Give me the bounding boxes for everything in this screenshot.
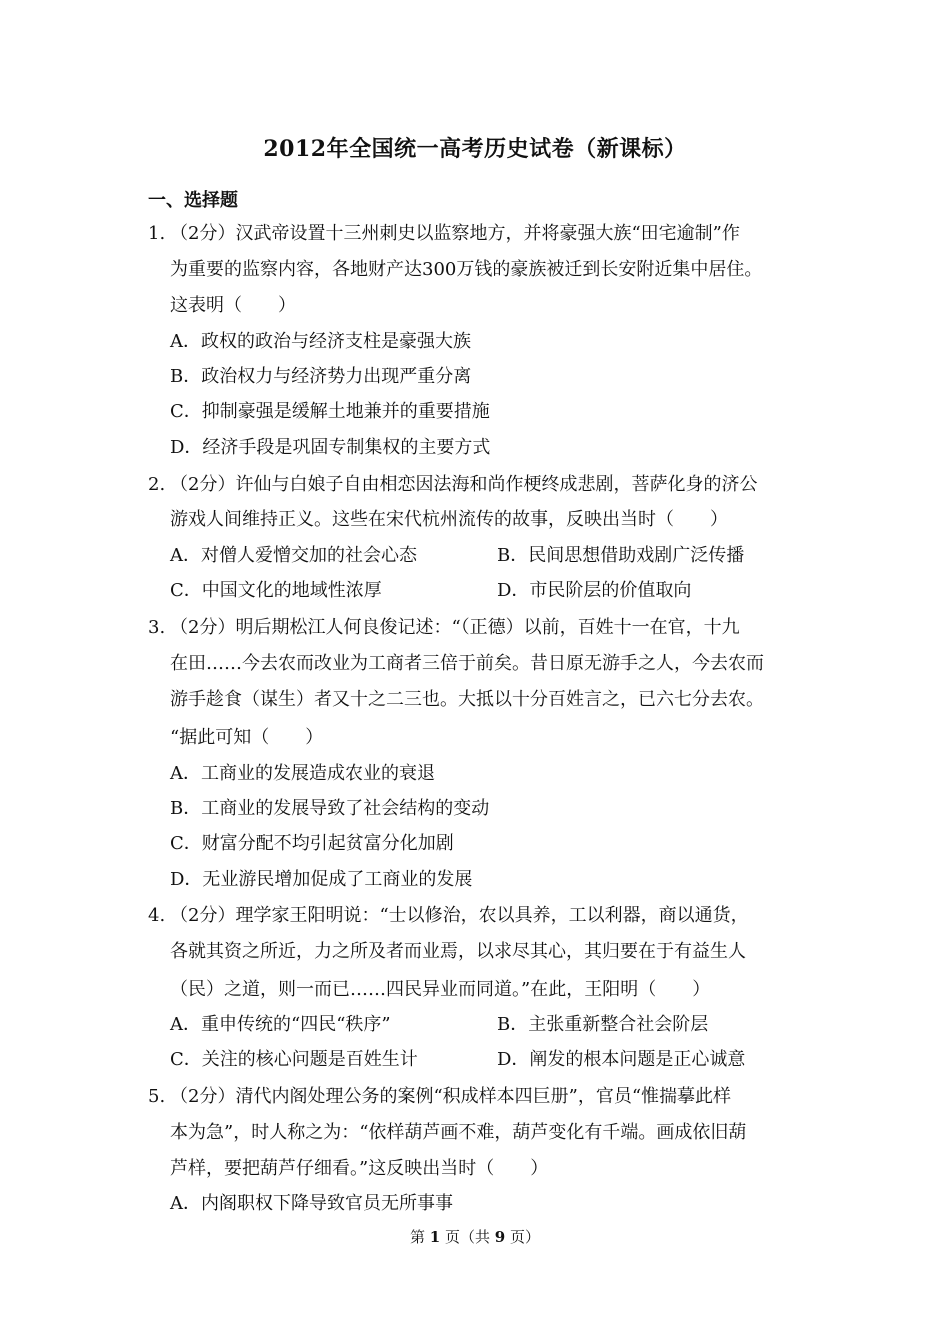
answer-option: A．工商业的发展造成农业的衰退	[170, 763, 435, 784]
page-footer	[0, 1226, 950, 1247]
answer-option: C．抑制豪强是缓解土地兼并的重要措施	[170, 401, 490, 422]
section-heading: 一、选择题	[148, 190, 238, 211]
answer-option: D．市民阶层的价值取向	[497, 580, 692, 601]
answer-option: C．财富分配不均引起贫富分化加剧	[170, 833, 454, 854]
footer-prefix: 第	[409, 1228, 425, 1246]
question-stem-line: 游手趁食（谋生）者又十之二三也。大抵以十分百姓言之，已六七分去农。	[170, 689, 764, 710]
answer-option: B．民间思想借助戏剧广泛传播	[497, 545, 745, 566]
footer-middle: 页（共	[444, 1228, 490, 1246]
answer-option: A．重申传统的“四民“秩序”	[170, 1014, 391, 1035]
answer-option: A．政权的政治与经济支柱是豪强大族	[170, 331, 471, 352]
answer-option: B．工商业的发展导致了社会结构的变动	[170, 798, 490, 819]
question-stem-line: （民）之道，则一而已……四民异业而同道。”在此，王阳明（ ）	[170, 979, 711, 1000]
footer-suffix: 页）	[510, 1228, 541, 1246]
answer-option: B．政治权力与经济势力出现严重分离	[170, 366, 472, 387]
answer-option: A．内阁职权下降导致官员无所事事	[170, 1193, 453, 1214]
answer-option: D．阐发的根本问题是正心诚意	[497, 1049, 746, 1070]
question-number: 2.	[148, 474, 166, 495]
footer-page-number: 1	[429, 1228, 441, 1246]
footer-total-pages: 9	[494, 1228, 506, 1246]
question-number: 4.	[148, 905, 166, 926]
answer-option: B．主张重新整合社会阶层	[497, 1014, 709, 1035]
answer-option: C．关注的核心问题是百姓生计	[170, 1049, 418, 1070]
answer-option: D．无业游民增加促成了工商业的发展	[170, 869, 473, 890]
page-title: 2012年全国统一高考历史试卷（新课标）	[263, 136, 687, 162]
question-stem-line: （2分）许仙与白娘子自由相恋因法海和尚作梗终成悲剧，菩萨化身的济公	[170, 474, 758, 495]
question-number: 5.	[148, 1086, 166, 1107]
question-number: 1.	[148, 223, 166, 244]
question-number: 3.	[148, 617, 166, 638]
answer-option: A．对僧人爱憎交加的社会心态	[170, 545, 417, 566]
question-stem-line: 芦样，要把葫芦仔细看。”这反映出当时（ ）	[170, 1158, 549, 1179]
question-stem-line: （2分）明后期松江人何良俊记述：“（正德）以前，百姓十一在官，十九	[170, 617, 740, 638]
question-stem-line: “据此可知（ ）	[170, 727, 324, 748]
answer-option: C．中国文化的地域性浓厚	[170, 580, 382, 601]
question-stem-line: （2分）理学家王阳明说：“士以修治，农以具养，工以利器，商以通货，	[170, 905, 749, 926]
answer-option: D．经济手段是巩固专制集权的主要方式	[170, 437, 491, 458]
question-stem-line: 这表明（ ）	[170, 295, 296, 316]
question-stem-line: 为重要的监察内容，各地财产达300万钱的豪族被迁到长安附近集中居住。	[170, 259, 763, 280]
question-stem-line: 在田……今去农而改业为工商者三倍于前矣。昔日原无游手之人，今去农而	[170, 653, 764, 674]
question-stem-line: （2分）清代内阁处理公务的案例“积成样本四巨册”，官员“惟揣摹此样	[170, 1086, 732, 1107]
question-stem-line: 本为急”，时人称之为：“依样葫芦画不难，葫芦变化有千端。画成依旧葫	[170, 1122, 747, 1143]
question-stem-line: 各就其资之所近，力之所及者而业焉，以求尽其心，其归要在于有益生人	[170, 941, 746, 962]
question-stem-line: 游戏人间维持正义。这些在宋代杭州流传的故事，反映出当时（ ）	[170, 509, 728, 530]
question-stem-line: （2分）汉武帝设置十三州刺史以监察地方，并将豪强大族“田宅逾制”作	[170, 223, 740, 244]
